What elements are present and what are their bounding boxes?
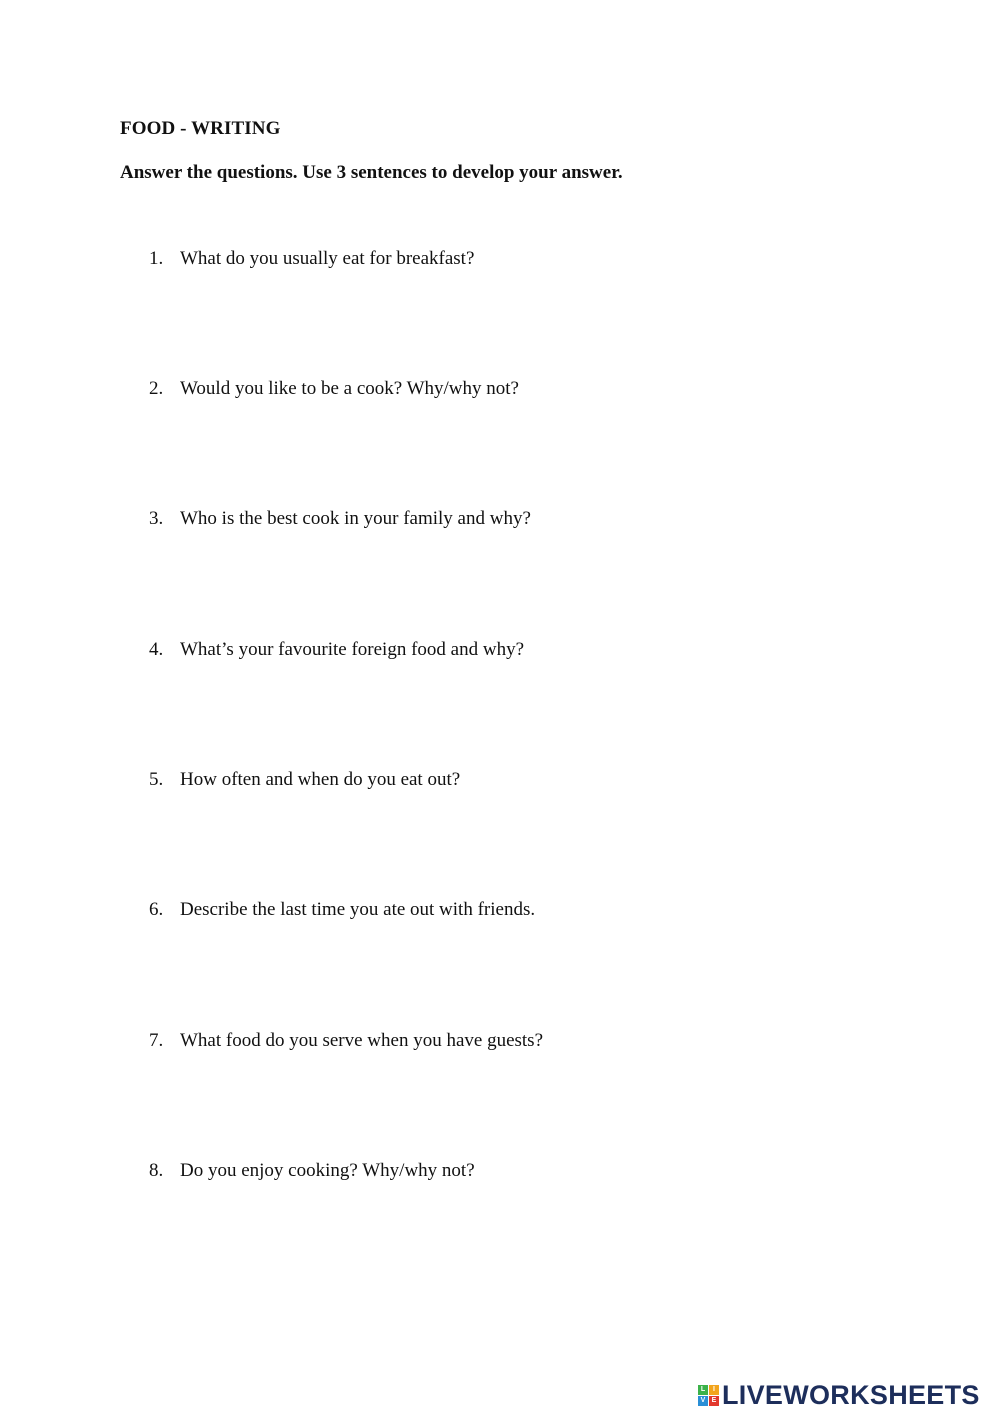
logo-mark-letter: E — [709, 1396, 719, 1406]
question-number: 8. — [149, 1160, 164, 1181]
question-number: 4. — [149, 639, 164, 660]
question-text: Do you enjoy cooking? Why/why not? — [180, 1160, 475, 1181]
question-text: Would you like to be a cook? Why/why not? — [180, 378, 519, 399]
question-item — [149, 1160, 475, 1182]
question-text: Describe the last time you ate out with friends. — [180, 899, 536, 920]
worksheet-title: FOOD - WRITING — [120, 118, 281, 139]
question-text: What do you usually eat for breakfast? — [180, 248, 475, 269]
question-number: 3. — [149, 508, 164, 529]
question-item — [149, 248, 474, 270]
question-item — [149, 769, 460, 791]
question-number: 2. — [149, 378, 164, 399]
question-number: 5. — [149, 769, 164, 790]
question-item — [149, 508, 531, 530]
question-number: 6. — [149, 899, 164, 920]
logo-mark-letter: L — [698, 1385, 708, 1395]
question-item — [149, 378, 519, 400]
question-text: What’s your favourite foreign food and why? — [180, 639, 525, 660]
liveworksheets-logo-icon — [698, 1385, 719, 1406]
logo-mark-letter: I — [709, 1385, 719, 1395]
question-item — [149, 899, 535, 921]
question-item — [149, 1030, 543, 1052]
question-number: 1. — [149, 248, 164, 269]
liveworksheets-logo — [698, 1378, 980, 1412]
question-text: How often and when do you eat out? — [180, 769, 461, 790]
question-text: What food do you serve when you have guests? — [180, 1030, 544, 1051]
logo-text: LIVEWORKSHEETS — [722, 1380, 980, 1410]
worksheet-instructions: Answer the questions. Use 3 sentences to develop your answer. — [120, 162, 623, 183]
question-item — [149, 639, 524, 661]
question-number: 7. — [149, 1030, 164, 1051]
question-text: Who is the best cook in your family and why? — [180, 508, 531, 529]
logo-mark-letter: V — [698, 1396, 708, 1406]
